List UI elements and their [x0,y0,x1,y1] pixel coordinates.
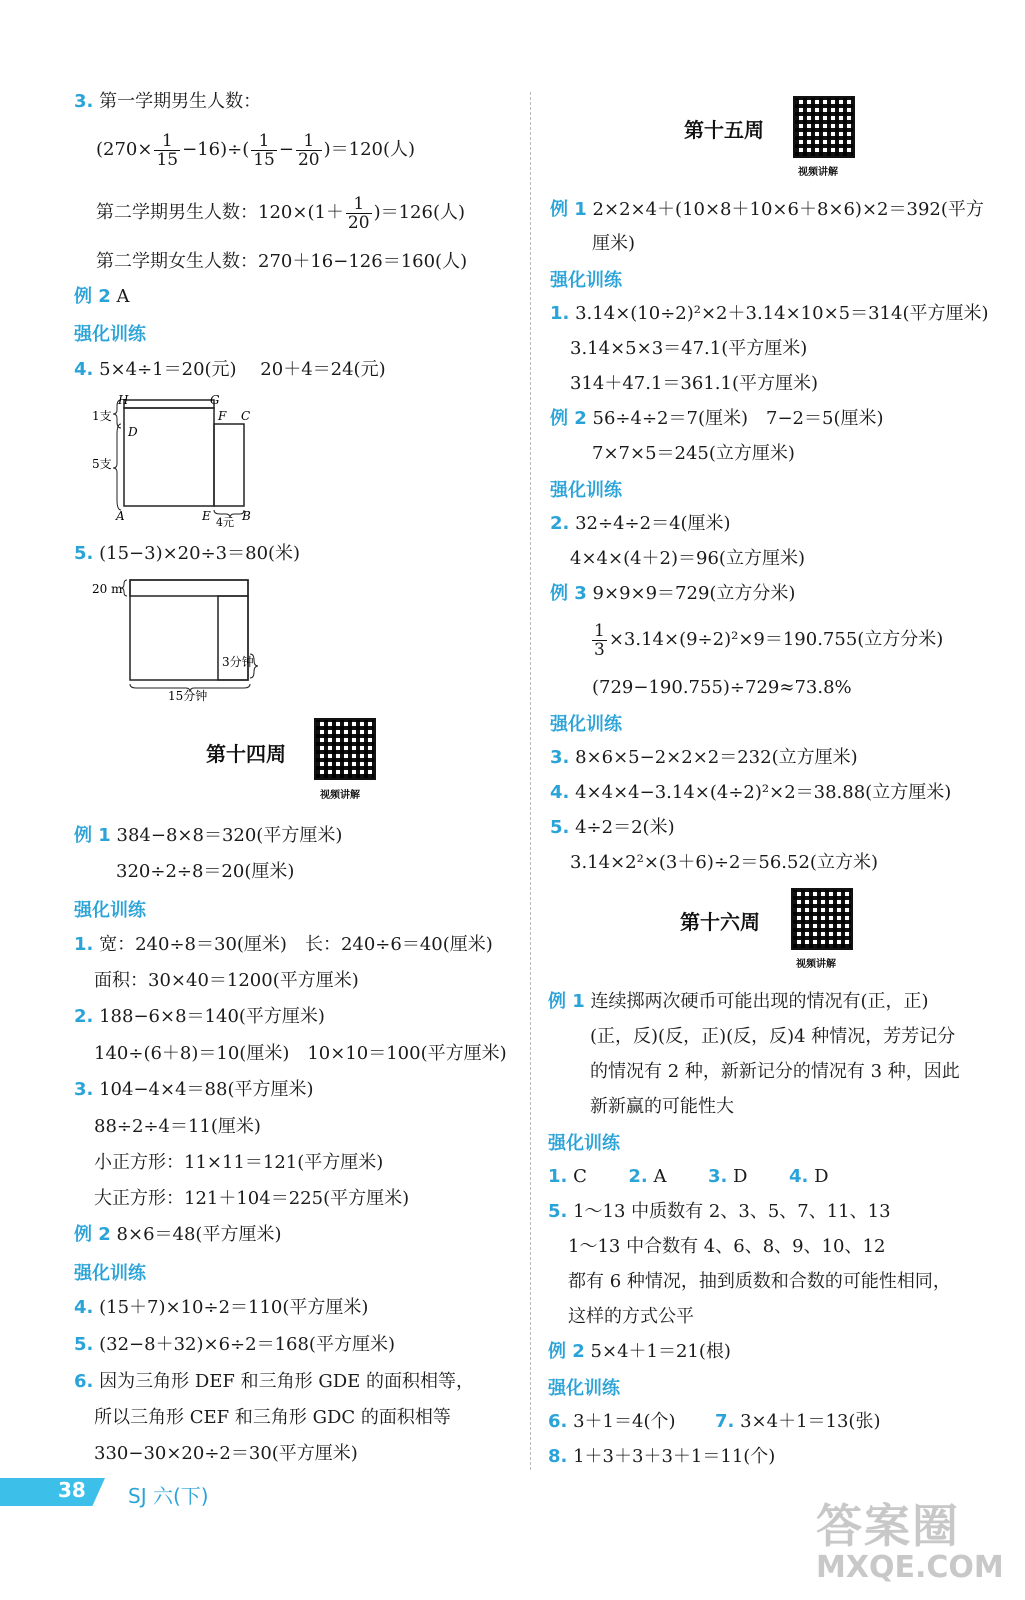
w14-q2-line2: 140÷(6＋8)＝10(厘米) 10×10＝100(平方厘米) [94,1043,507,1064]
fig4-E: E [202,509,211,523]
w16-ex1-line2: (正，反)(反，正)(反，反)4 种情况，芳芳记分 [590,1026,956,1047]
week16-qr-icon[interactable] [791,888,853,950]
week16-qr-caption: 视频讲解 [796,959,836,970]
q3-title: 3. 第一学期男生人数： [74,91,262,112]
section-training: 强化训练 [74,900,146,921]
week15-title: 第十五周 [684,118,764,142]
fig4-C: C [241,409,251,423]
w14-q3-line1: 3. 104−4×4＝88(平方厘米) [74,1079,314,1100]
page-number: 38 [58,1478,86,1502]
q4-line: 4. 5×4÷1＝20(元) 20＋4＝24(元) [74,359,386,380]
fig4-bottom: 4元 [216,516,234,529]
watermark-logo: 答案圈 MXQE.COM [816,1499,1004,1585]
book-label: SJ 六(下) [128,1484,209,1508]
w14-q5-line: 5. (32−8＋32)×6÷2＝168(平方厘米) [74,1334,395,1355]
week15-qr-icon[interactable] [793,96,855,158]
q3-line2: 第二学期男生人数：120×(1＋ $\frac{1}{20}$ )＝126(人) [96,193,465,233]
w16-ex1-line4: 新新赢的可能性大 [590,1096,734,1117]
week15-qr-caption: 视频讲解 [798,167,838,178]
column-divider [530,92,531,1470]
fig5-bottom: 15分钟 [168,689,208,703]
fig5-top: 20 m [92,582,123,596]
section-training: 强化训练 [550,480,622,501]
w15-ex3-line2: $\frac{1}{3}$ ×3.14×(9÷2)²×9＝190.755(立方分米) [594,620,944,660]
w16-q5-line1: 5. 1～13 中质数有 2、3、5、7、11、13 [548,1201,891,1222]
week14-qr-icon[interactable] [314,718,376,780]
week14-qr-caption: 视频讲解 [320,790,360,801]
section-training: 强化训练 [74,1263,146,1284]
q3-line3: 第二学期女生人数：270＋16−126＝160(人) [96,251,468,272]
w14-q4-line: 4. (15＋7)×10÷2＝110(平方厘米) [74,1297,369,1318]
fig5-right: 3分钟 [222,655,254,669]
w16-q5-line2: 1～13 中合数有 4、6、8、9、10、12 [568,1236,886,1257]
w14-ex2-line: 例 2 8×6＝48(平方厘米) [74,1224,282,1245]
w15-ex2-line2: 7×7×5＝245(立方厘米) [592,443,795,464]
fig4-G: G [210,393,220,407]
w14-ex1-line2: 320÷2÷8＝20(厘米) [116,861,295,882]
q3-formula: (270× $\frac{1}{15}$ −16)÷( $\frac{1}{15}$ − $\frac{1}{20}$ )＝120(人) [96,130,416,170]
week14-title: 第十四周 [206,742,286,766]
w16-ex1-line1: 例 1 连续掷两次硬币可能出现的情况有(正，正) [548,991,929,1012]
fig4-side5: 5支 [92,457,112,471]
q3-label: 3. [74,91,94,112]
w14-q3-line4: 大正方形：121＋104＝225(平方厘米) [94,1188,410,1209]
w15-ex1-line2: 厘米) [592,233,636,254]
w15-q3-line: 3. 8×6×5−2×2×2＝232(立方厘米) [550,747,858,768]
page-number-bar [0,1478,105,1506]
section-training: 强化训练 [74,324,146,345]
fig4-B: B [242,509,251,523]
w15-ex3-line3: (729−190.755)÷729≈73.8% [592,677,852,698]
w16-q8-line: 8. 1＋3＋3＋3＋1＝11(个) [548,1446,776,1467]
w14-q6-line2: 所以三角形 CEF 和三角形 GDC 的面积相等 [94,1407,451,1428]
w14-q1-line1: 1. 宽：240÷8＝30(厘米) 长：240÷6＝40(厘米) [74,934,493,955]
w14-ex1-line1: 例 1 384−8×8＝320(平方厘米) [74,825,343,846]
w14-q2-line1: 2. 188−6×8＝140(平方厘米) [74,1006,325,1027]
w15-q1-line3: 314＋47.1＝361.1(平方厘米) [570,373,819,394]
w15-q5-line2: 3.14×2²×(3＋6)÷2＝56.52(立方米) [570,852,878,873]
w15-q1-line1: 1. 3.14×(10÷2)²×2＋3.14×10×5＝314(平方厘米) [550,303,989,324]
w14-q3-line3: 小正方形：11×11＝121(平方厘米) [94,1152,384,1173]
w16-q6q7-line: 6. 3＋1＝4(个) 7. 3×4＋1＝13(张) [548,1411,881,1432]
w15-ex2-line1: 例 2 56÷4÷2＝7(厘米) 7−2＝5(厘米) [550,408,884,429]
section-training: 强化训练 [550,714,622,735]
w14-q6-line3: 330−30×20÷2＝30(平方厘米) [94,1443,358,1464]
w16-q5-line3: 都有 6 种情况，抽到质数和合数的可能性相同， [568,1271,951,1292]
q5-figure [92,576,272,706]
q5-line: 5. (15−3)×20÷3＝80(米) [74,543,301,564]
w16-ex1-line3: 的情况有 2 种，新新记分的情况有 3 种，因此 [590,1061,960,1082]
section-training: 强化训练 [548,1378,620,1399]
w14-q1-line2: 面积：30×40＝1200(平方厘米) [94,970,359,991]
w15-q5-line1: 5. 4÷2＝2(米) [550,817,675,838]
w15-q2-line1: 2. 32÷4÷2＝4(厘米) [550,513,731,534]
q4-figure [88,392,258,532]
fig4-A: A [116,509,125,523]
section-training: 强化训练 [550,270,622,291]
section-training: 强化训练 [548,1133,620,1154]
fig4-D: D [128,425,138,439]
fig4-side1: 1支 [92,409,112,423]
w16-q1to4-line: 1. C 2. A 3. D 4. D [548,1166,829,1187]
w14-q3-line2: 88÷2÷4＝11(厘米) [94,1116,261,1137]
w16-q5-line4: 这样的方式公平 [568,1306,694,1327]
ex2-line: 例 2 A [74,286,130,307]
w15-ex3-line1: 例 3 9×9×9＝729(立方分米) [550,583,796,604]
w15-ex1-line1: 例 1 2×2×4＋(10×8＋10×6＋8×6)×2＝392(平方 [550,199,984,220]
w16-ex2-line: 例 2 5×4＋1＝21(根) [548,1341,731,1362]
w14-q6-line1: 6. 因为三角形 DEF 和三角形 GDE 的面积相等， [74,1371,475,1392]
week16-title: 第十六周 [680,910,760,934]
w15-q1-line2: 3.14×5×3＝47.1(平方厘米) [570,338,808,359]
fig4-H: H [118,393,129,407]
w15-q4-line: 4. 4×4×4−3.14×(4÷2)²×2＝38.88(立方厘米) [550,782,952,803]
fig4-F: F [218,409,227,423]
w15-q2-line2: 4×4×(4＋2)＝96(立方厘米) [570,548,805,569]
